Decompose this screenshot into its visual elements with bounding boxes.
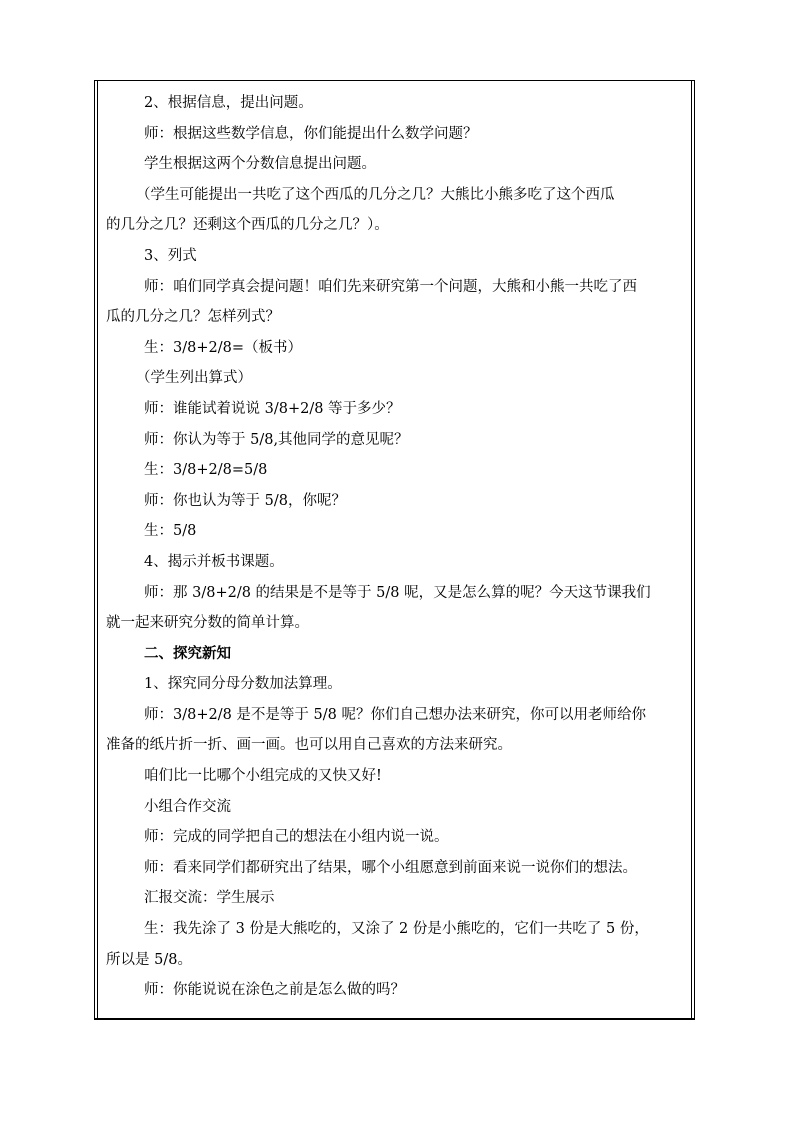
text-line: （学生列出算式） (136, 370, 252, 387)
text-line: 师：谁能试着说说 3/8+2/8 等于多少？ (144, 400, 401, 417)
text-line: 师：咱们同学真会提问题！咱们先来研究第一个问题，大熊和小熊一共吃了西 (144, 278, 637, 295)
lesson-text (106, 88, 683, 1006)
table-border-bottom (94, 1018, 695, 1020)
table-border-left-inner (97, 81, 98, 1020)
text-line: 师：你认为等于 5/8,其他同学的意见呢？ (144, 431, 409, 448)
text-line: 学生根据这两个分数信息提出问题。 (144, 156, 376, 173)
text-line: 师：你能说说在涂色之前是怎么做的吗？ (144, 982, 405, 999)
text-line: 师：根据这些数学信息，你们能提出什么数学问题？ (144, 125, 478, 142)
text-line: 小组合作交流 (144, 798, 231, 815)
section-heading: 二、探究新知 (144, 644, 231, 662)
text-line: 瓜的几分之几？怎样列式？ (106, 309, 280, 326)
text-line: 汇报交流：学生展示 (144, 890, 275, 907)
text-line: 就一起来研究分数的简单计算。 (106, 615, 309, 632)
text-line: 2、根据信息，提出问题。 (144, 95, 313, 111)
text-line: 准备的纸片折一折、画一画。也可以用自己喜欢的方法来研究。 (106, 737, 512, 754)
text-line: （学生可能提出一共吃了这个西瓜的几分之几？大熊比小熊多吃了这个西瓜 (136, 186, 615, 203)
text-line: 生：5/8 (144, 523, 197, 540)
text-line: 生：3/8+2/8=5/8 (144, 462, 268, 479)
text-line: 师：你也认为等于 5/8，你呢？ (144, 492, 346, 509)
table-border-right-inner (691, 81, 692, 1020)
text-line: 的几分之几？还剩这个西瓜的几分之几？）。 (106, 217, 389, 234)
text-line: 生：3/8+2/8=（板书） (144, 339, 302, 356)
text-line: 师：看来同学们都研究出了结果，哪个小组愿意到前面来说一说你们的想法。 (144, 859, 637, 876)
lesson-table-cell (94, 80, 695, 1020)
text-line: 师：那 3/8+2/8 的结果是不是等于 5/8 呢，又是怎么算的呢？今天这节课我们 (144, 584, 651, 601)
text-line: 所以是 5/8。 (106, 951, 192, 968)
table-border-right-outer (694, 81, 695, 1020)
text-line: 师：完成的同学把自己的想法在小组内说一说。 (144, 829, 449, 846)
text-line: 师：3/8+2/8 是不是等于 5/8 呢？你们自己想办法来研究，你可以用老师给你 (144, 706, 646, 723)
text-line: 4、揭示并板书课题。 (144, 553, 284, 570)
text-line: 1、探究同分母分数加法算理。 (144, 676, 342, 693)
text-line: 生：我先涂了 3 份是大熊吃的，又涂了 2 份是小熊吃的，它们一共吃了 5 份， (144, 921, 649, 938)
text-line: 3、列式 (144, 247, 197, 264)
text-line: 咱们比一比哪个小组完成的又快又好! (144, 768, 382, 785)
table-border-left-outer (94, 81, 95, 1020)
